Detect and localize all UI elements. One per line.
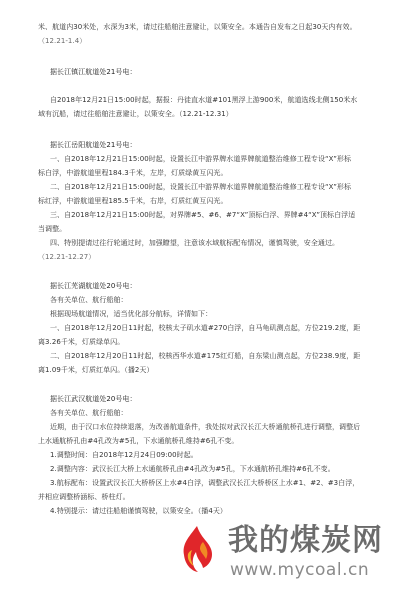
section-heading-yueyang: 据长江岳阳航道处21号电： (50, 141, 137, 149)
notice-text: 标白浮，中游航道里程184.3千米，左岸，灯质绿黄互闪光。 (38, 169, 228, 177)
notice-text: 标红浮，中游航道里程185.5千米，右岸，灯质红黄互闪光。 (38, 197, 228, 205)
section-heading-wuhu: 据长江芜湖航道处20号电： (50, 282, 137, 290)
notice-text: 域有沉船，请过往船舶注意避让，以策安全。（12.21-12.31） (38, 110, 233, 118)
notice-text: 离1.09千米，灯质红单闪。（播2天） (38, 366, 154, 374)
notice-item: 一、自2018年12月21日15:00时起，设置长江中游界牌水道界牌航道整治维修工程专设“X”形标 (50, 155, 352, 163)
notice-text: 根据现场航道情况，适当优化部分航标，详情如下： (50, 310, 213, 318)
notice-text: 各有关单位、航行船舶： (50, 409, 128, 417)
notice-item: 四、特别提请过往行轮通过时，加强瞭望，注意该水域航标配布情况，谨慎驾驶，安全通过。 (50, 239, 340, 247)
watermark-url: www.mycoal.cn (230, 560, 370, 580)
notice-text: 当调整。 (38, 225, 67, 233)
notice-date-range: （12.21-12.27） (38, 253, 96, 261)
notice-text: 并相应调整桥涵标、桥柱灯。 (38, 493, 130, 501)
notice-text: 各有关单位、航行船舶： (50, 296, 128, 304)
section-heading-wuhan: 据长江武汉航道处20号电： (50, 395, 137, 403)
notice-item: 二、自2018年12月20日11时起，校核西华水道#175红灯船，自东梁山测点起，方位238.9度，距 (50, 352, 361, 360)
notice-text: 离3.26千米，灯质绿单闪。 (38, 338, 125, 346)
notice-text: 近期，由于汉口水位持续退落，为改善航道条件，我处拟对武汉长江大桥通航桥孔进行调整，调整后 (50, 423, 361, 431)
notice-text: 自2018年12月21日15:00时起，据报：丹徒直水道#101黑浮上游900米，航道选线北侧150米水 (50, 96, 358, 104)
notice-item: 4.特别提示：请过往船舶谨慎驾驶，以策安全。（播4天） (50, 507, 227, 515)
notice-item: 1.调整时间：自2018年12月24日09:00时起。 (50, 451, 198, 459)
notice-text: 米、航道内30米处，水深为3米，请过往船舶注意避让，以策安全。本通告自发布之日起30天内有效。 (38, 23, 357, 31)
flame-logo-icon (170, 522, 224, 576)
watermark (170, 520, 410, 586)
notice-item: 3.航标配布：设置武汉长江大桥桥区上水#4白浮，调整武汉长江大桥桥区上水#1、#2、#3白浮， (50, 479, 360, 487)
section-heading-zhenjiang: 据长江镇江航道处21号电： (50, 68, 137, 76)
watermark-title: 我的煤炭网 (228, 523, 383, 558)
notice-item: 一、自2018年12月20日11时起，校核太子矶水道#270白浮，自马龟矶测点起，方位219.2度，距 (50, 324, 361, 332)
notice-item: 二、自2018年12月21日15:00时起，设置长江中游界牌水道界牌航道整治维修工程专设“X”形标 (50, 183, 352, 191)
notice-text: 上水通航桥孔由#4孔改为#5孔，下水通航桥孔维持#6孔不变。 (38, 437, 239, 445)
notice-item: 三、自2018年12月21日15:00时起，对界牌#5、#6、#7“X”顶标白浮、界牌#4“X”顶标白浮适 (50, 211, 356, 219)
notice-item: 2.调整内容：武汉长江大桥上水通航桥孔由#4孔改为#5孔，下水通航桥孔维持#6孔不变。 (50, 465, 335, 473)
notice-date-range: （12.21-1.4） (38, 37, 87, 45)
